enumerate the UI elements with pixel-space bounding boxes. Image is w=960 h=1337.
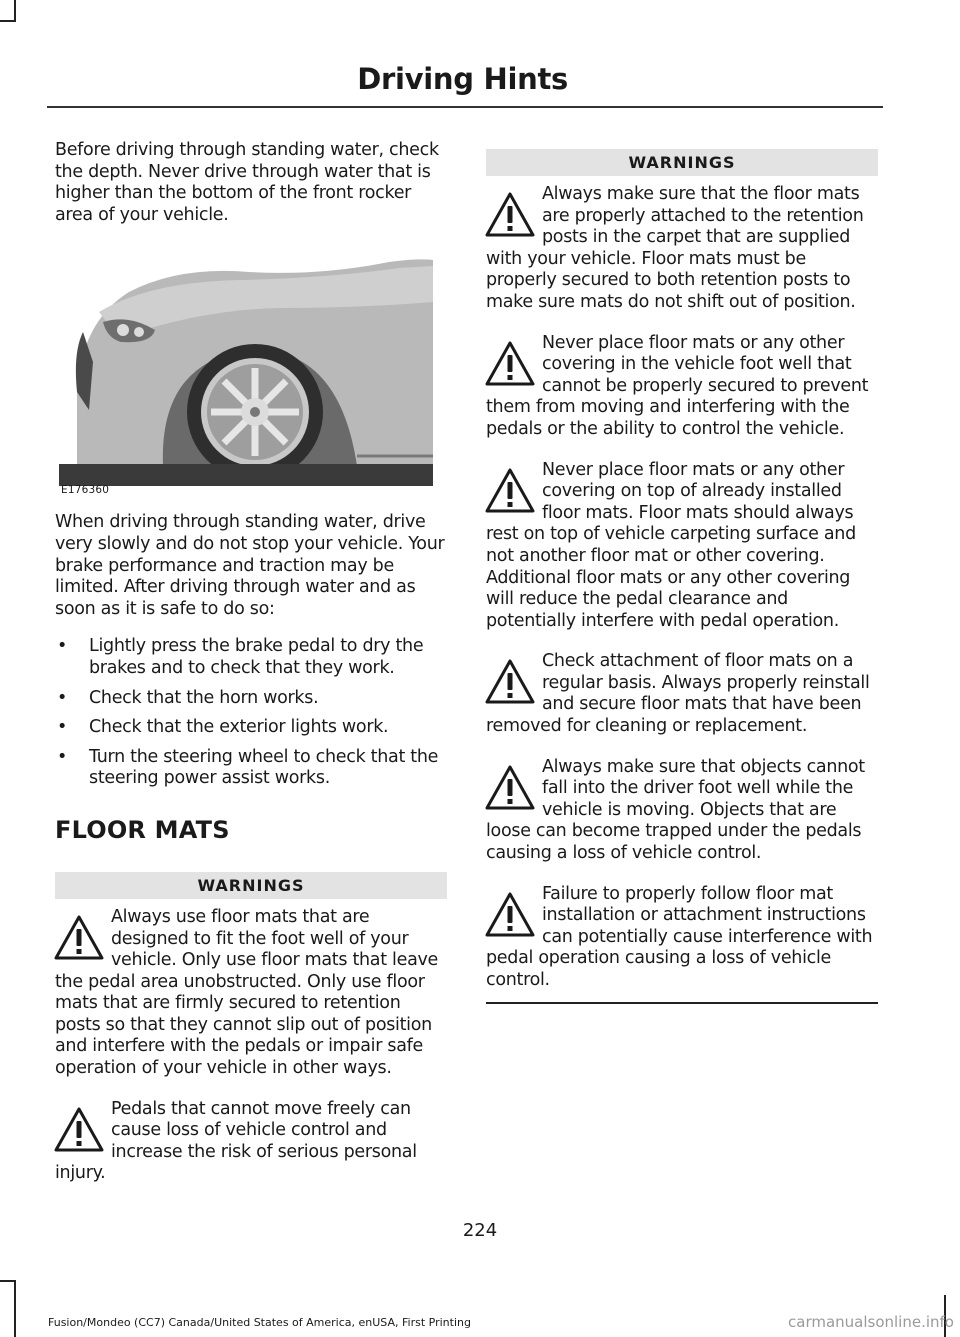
page-title: Driving Hints: [357, 62, 568, 96]
warning-triangle-icon: [484, 190, 536, 240]
check-list: [55, 636, 447, 790]
warning-text: Always make sure that objects cannot fall into the driver foot well while the vehicle is moving. Objects that are loose can become trapped under the pedals causing a loss of vehicle control.: [486, 756, 865, 864]
car-water-illustration: [59, 242, 433, 497]
right-column: [486, 149, 878, 1004]
list-item: [55, 717, 447, 739]
warning-text: Check attachment of floor mats on a regular basis. Always properly reinstall and secure floor mats that have been removed for cleaning or replacement.: [486, 651, 870, 737]
warning-triangle-icon: [484, 339, 536, 389]
warning-block: [486, 884, 878, 992]
warning-text: Never place floor mats or any other covering in the vehicle foot well that cannot be properly secured to prevent them from moving and interfering with the pedals or the ability to control the vehicle.: [486, 332, 869, 439]
warning-block: [55, 1099, 447, 1185]
warning-text: Always use floor mats that are designed to fit the foot well of your vehicle. Only use floor mats that leave the pedal area unobstructed. Only use floor mats that are firmly secured to retention posts so that they cannot slip out of position and interfere with the pedals or impair safe operation of your vehicle in other ways.: [55, 906, 439, 1079]
list-item: [55, 636, 447, 679]
bullet-dot: •: [57, 717, 68, 738]
car-front-wheel-image: [59, 242, 433, 497]
warnings-header: WARNINGS: [486, 149, 878, 176]
warnings-header: WARNINGS: [55, 872, 447, 899]
page-number: 224: [462, 1220, 498, 1241]
list-item-text: Check that the exterior lights work.: [89, 717, 389, 738]
warning-triangle-icon: [484, 466, 536, 516]
intro-paragraph: Before driving through standing water, check the depth. Never drive through water that is higher than the bottom of the front rocker area of your vehicle.: [55, 140, 439, 225]
warning-triangle-icon: [53, 913, 105, 963]
list-item: [55, 747, 447, 790]
warning-text: Never place floor mats or any other covering on top of already installed floor mats. Floor mats should always rest on top of vehicle carpeting surface and not another floor mat or other covering. Additional floor mats or any other covering will reduce the pedal clearance and potentially interfere with pedal operation.: [486, 459, 856, 631]
warning-text: Always make sure that the floor mats are properly attached to the retention posts in the carpet that are supplied with your vehicle. Floor mats must be properly secured to both retention posts to make sure mats do not shift out of position.: [486, 184, 864, 312]
warning-text: Failure to properly follow floor mat installation or attachment instructions can potentially cause interference with pedal operation causing a loss of vehicle control.: [486, 883, 873, 990]
watermark: carmanualsonline.info: [788, 1313, 954, 1331]
warning-triangle-icon: [484, 657, 536, 707]
section-heading: FLOOR MATS: [55, 815, 230, 844]
water-paragraph: When driving through standing water, drive very slowly and do not stop your vehicle. Your brake performance and traction may be limited. After driving through water and as soon as it is safe to do so:: [55, 512, 445, 619]
warning-text: Pedals that cannot move freely can cause loss of vehicle control and increase the risk of serious personal injury.: [55, 1098, 417, 1184]
warning-block: [486, 460, 878, 633]
figure-code: E176360: [61, 484, 110, 497]
crop-mark: [14, 0, 16, 22]
bullet-dot: •: [57, 746, 68, 767]
crop-mark: [0, 1280, 16, 1282]
list-item-text: Turn the steering wheel to check that the steering power assist works.: [89, 746, 439, 789]
bullet-dot: •: [57, 636, 68, 657]
left-column: [55, 140, 447, 1204]
list-item-text: Lightly press the brake pedal to dry the brakes and to check that they work.: [89, 636, 424, 678]
warning-block: [55, 907, 447, 1080]
warning-block: [486, 184, 878, 314]
list-item-text: Check that the horn works.: [89, 687, 319, 708]
crop-mark: [14, 1280, 16, 1337]
warning-block: [486, 757, 878, 865]
bullet-dot: •: [57, 687, 68, 708]
crop-mark: [0, 20, 16, 22]
warning-triangle-icon: [53, 1105, 105, 1155]
warning-triangle-icon: [484, 763, 536, 813]
warning-block: [486, 651, 878, 737]
header-divider: [47, 106, 883, 108]
warning-triangle-icon: [484, 890, 536, 940]
list-item: [55, 688, 447, 710]
warnings-end-divider: [486, 1002, 878, 1004]
footer-edition: Fusion/Mondeo (CC7) Canada/United States of America, enUSA, First Printing: [48, 1316, 471, 1329]
warning-block: [486, 333, 878, 441]
